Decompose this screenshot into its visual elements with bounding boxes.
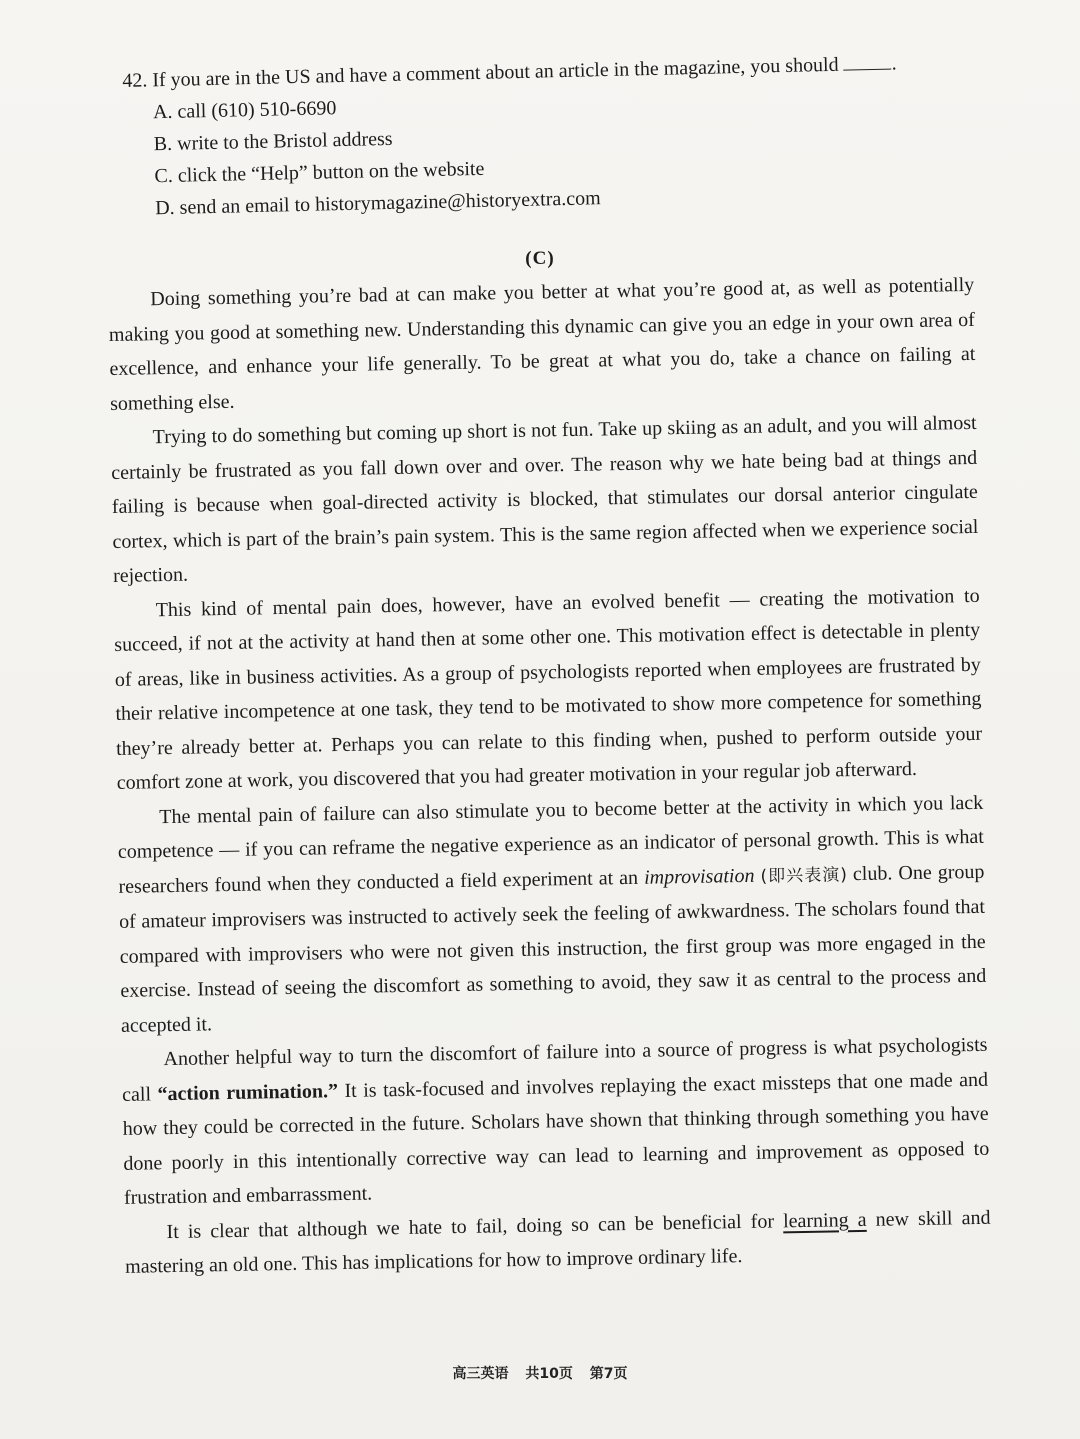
paragraph-5-text-a: Another helpful way to turn the discomfort of failure into a source of progress is what psychologists call (121, 1033, 988, 1106)
footer-total-pages: 共10页 (525, 1366, 573, 1382)
reading-passage (108, 268, 991, 1284)
question-stem-text: 42. If you are in the US and have a comment about an article in the magazine, you should (122, 53, 839, 92)
question-42 (122, 47, 945, 226)
paragraph-4 (117, 785, 987, 1043)
paragraph-5-bold-term: “action rumination.” (157, 1079, 339, 1105)
paragraph-2: Trying to do something but coming up short is not fun. Take up skiing as an adult, and you will almost certainly be frustrated as you fall down over and over. The reason why we hate being bad at things and failing is because when goal-directed activity is blocked, that stimulates our dorsal anterior cingulate cortex, which is part of the brain’s pain system. This is the same region affected when we experience social rejection. (111, 411, 979, 587)
paragraph-4-text-b: club. One group of amateur improvisers was instructed to actively seek the feeling of awkwardness. The scholars found that compared with improvisers who were not given this instruction, the first group was more engaged in the exercise. Instead of seeing the discomfort as something to avoid, they saw it as central to the process and accepted it. (118, 860, 987, 1037)
paragraph-4-chinese-gloss: (即兴表演) (760, 864, 848, 887)
page-footer (0, 1363, 1080, 1383)
footer-subject: 高三英语 (452, 1366, 509, 1382)
paragraph-3: This kind of mental pain does, however, have an evolved benefit — creating the motivation to succeed, if not at the activity at hand then at some other one. This motivation effect is detectable in plenty of areas, like in business activities. As a group of psychologists reported when employees are frustrated by their relative incompetence at one task, they tend to be motivated to show more competence for something they’re already better at. Perhaps you can relate to this finding when, pushed to perform outside your comfort zone at work, you discovered that you had greater motivation in your regular job afterward. (114, 584, 983, 794)
paragraph-6-text-a: It is clear that although we hate to fail, doing so can be beneficial for (166, 1210, 775, 1243)
paragraph-6-underlined-text: learning a (782, 1208, 867, 1232)
paragraph-4-text-a: The mental pain of failure can also stimulate you to become better at the activity in which you lack competence — if you can reframe the negative experience as an indicator of personal growth. This is what researchers found when they conducted a field experiment at an (117, 791, 984, 898)
section-label: (C) (525, 248, 555, 269)
paragraph-1: Doing something you’re bad at can make you better at what you’re good at, as well as potentially making you good at something new. Understanding this dynamic can give you an edge in your own area of excellence, and enhance your life generally. To be great at what you do, take a chance on failing at something else. (108, 273, 976, 415)
option-a: A. call (610) 510-6690 (152, 97, 337, 124)
footer-page-number: 第7页 (589, 1366, 628, 1382)
paragraph-6-text-b: new skill and mastering an old one. This has implications for how to improve ordinary life. (124, 1206, 991, 1278)
paragraph-4-italic-term: improvisation (643, 864, 755, 889)
paragraph-5-text-b: It is task-focused and involves replaying the exact missteps that one made and how they could be corrected in the future. Scholars have shown that thinking through something you have done poorly in this intentionally corrective way can lead to learning and improvement as opposed to frustration and embarrassment. (122, 1068, 990, 1209)
paragraph-5 (121, 1028, 990, 1216)
option-b: B. write to the Bristol address (153, 127, 393, 156)
question-stem-end: . (891, 52, 897, 75)
answer-blank (844, 68, 892, 71)
option-c: C. click the “Help” button on the website (154, 157, 485, 188)
option-d: D. send an email to historymagazine@historyextra.com (154, 187, 601, 220)
paragraph-6 (124, 1200, 991, 1284)
